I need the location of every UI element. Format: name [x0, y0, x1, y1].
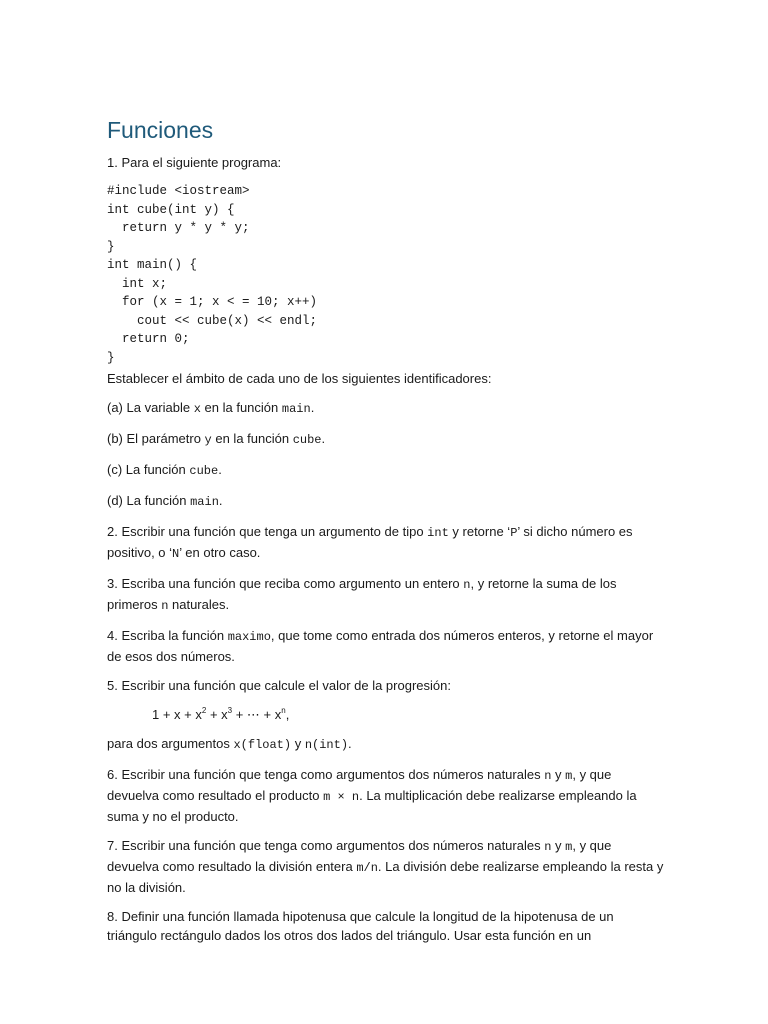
exercise-5-prompt: 5. Escribir una función que calcule el valor de la progresión: — [107, 678, 451, 693]
document-body — [107, 114, 667, 945]
exercise-8: 8. Definir una función llamada hipotenusa que calcule la longitud de la hipotenusa de un triángulo rectángulo dados los otros dos lados del triángulo. Usar esta función en un — [107, 909, 614, 943]
exercise-6: 6. Escribir una función que tenga como argumentos dos números naturales n y m, y que devuelva como resultado el producto m × n. La multiplicación debe realizarse empleando la suma y no el producto. — [107, 767, 637, 824]
exercise-3: 3. Escriba una función que reciba como argumento un entero n, y retorne la suma de los primeros n naturales. — [107, 576, 617, 613]
exercise-7: 7. Escribir una función que tenga como argumentos dos números naturales n y m, y que devuelva como resultado la división entera m/n. La división debe realizarse empleando la resta y no la división. — [107, 838, 664, 895]
progression-formula: $1 + x + x^2 + x^3$ + ⋯ + $x^n$, — [152, 706, 290, 722]
page-title: Funciones — [107, 117, 214, 143]
exercise-5-arguments: para dos argumentos x(float) y n(int). — [107, 736, 352, 752]
exercise-4: 4. Escriba la función maximo, que tome como entrada dos números enteros, y retorne el mayor de esos dos números. — [107, 628, 654, 664]
exercise-1-followup: Establecer el ámbito de cada uno de los siguientes identificadores: — [107, 371, 492, 386]
exercise-1-prompt: 1. Para el siguiente programa: — [107, 155, 282, 170]
exercise-2: 2. Escribir una función que tenga un argumento de tipo int y retorne ‘P’ si dicho número es positivo, o ‘N’ en otro caso. — [107, 524, 633, 561]
exercise-1a: (a) La variable x en la función main. — [107, 400, 315, 416]
exercise-1c: (c) La función cube. — [107, 462, 222, 478]
code-block: #include <iostream> int cube(int y) { return y * y * y; } int main() { int x; for (x = 1; x < = 10; x++) cout << cube(x) << endl; return 0; } — [107, 184, 318, 365]
exercise-1b: (b) El parámetro y en la función cube. — [107, 431, 326, 447]
exercise-1d: (d) La función main. — [107, 493, 223, 509]
